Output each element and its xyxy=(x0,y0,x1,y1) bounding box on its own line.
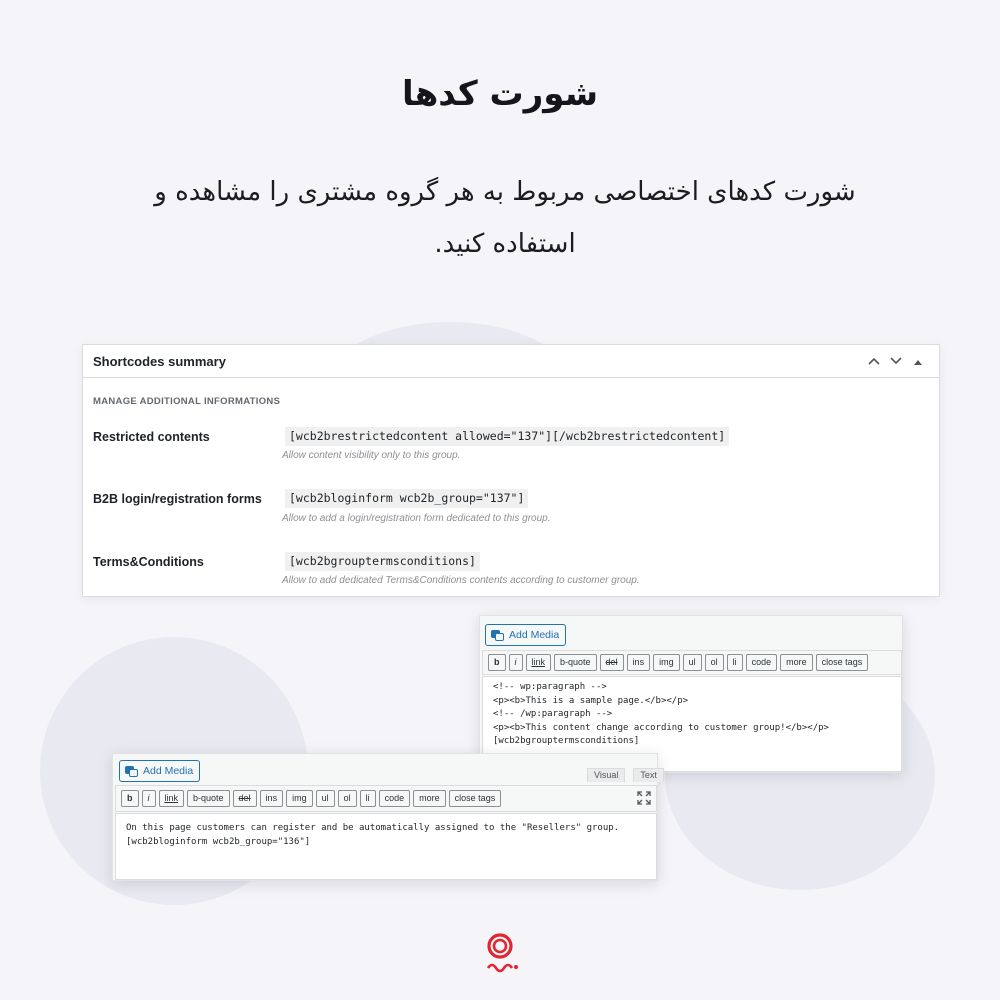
fullscreen-icon[interactable] xyxy=(637,791,651,805)
row-label: B2B login/registration forms xyxy=(93,492,262,506)
row-label: Terms&Conditions xyxy=(93,555,204,569)
caret-up-icon[interactable] xyxy=(907,354,929,368)
media-icon xyxy=(491,630,504,641)
bold-button[interactable]: b xyxy=(121,790,139,807)
help-text: Allow to add a login/registration form dedicated to this group. xyxy=(282,513,551,524)
ul-button[interactable]: ul xyxy=(683,654,702,671)
shortcodes-summary-panel xyxy=(82,344,940,597)
del-button[interactable]: del xyxy=(233,790,257,807)
blockquote-button[interactable]: b-quote xyxy=(187,790,230,807)
ins-button[interactable]: ins xyxy=(260,790,284,807)
editor-textarea[interactable] xyxy=(115,813,657,880)
code-button[interactable]: code xyxy=(746,654,778,671)
shortcode-value[interactable]: [wcb2brestrictedcontent allowed="137"][/wcb2brestrictedcontent] xyxy=(285,427,729,446)
chevron-up-icon[interactable] xyxy=(863,354,885,368)
add-media-button[interactable] xyxy=(485,624,566,646)
link-button[interactable]: link xyxy=(159,790,185,807)
blockquote-button[interactable]: b-quote xyxy=(554,654,597,671)
italic-button[interactable]: i xyxy=(142,790,156,807)
code-line: On this page customers can register and be automatically assigned to the "Resellers" group. xyxy=(126,823,620,833)
ol-button[interactable]: ol xyxy=(338,790,357,807)
help-text: Allow to add dedicated Terms&Conditions contents according to customer group. xyxy=(282,575,640,586)
link-button[interactable]: link xyxy=(526,654,552,671)
ins-button[interactable]: ins xyxy=(627,654,651,671)
code-line: [wcb2bloginform wcb2b_group="136"] xyxy=(126,836,311,847)
ol-button[interactable]: ol xyxy=(705,654,724,671)
img-button[interactable]: img xyxy=(286,790,313,807)
code-line: <p><b>This is a sample page.</b></p> xyxy=(493,695,689,706)
code-button[interactable]: code xyxy=(379,790,411,807)
media-icon xyxy=(125,766,138,777)
hero-description: شورت کدهای اختصاصی مربوط به هر گروه مشتری را مشاهده و استفاده کنید. xyxy=(154,177,856,259)
tab-text[interactable]: Text xyxy=(633,768,664,782)
help-text: Allow content visibility only to this group. xyxy=(282,450,461,461)
del-button[interactable]: del xyxy=(600,654,624,671)
text-editor-page xyxy=(479,615,903,773)
shortcode-value[interactable]: [wcb2bloginform wcb2b_group="137"] xyxy=(285,489,528,508)
code-line: <p><b>This content change according to customer group!</b></p> xyxy=(493,722,829,733)
code-line: <!-- wp:paragraph --> xyxy=(493,682,607,692)
tab-visual[interactable]: Visual xyxy=(587,768,625,782)
row-label: Restricted contents xyxy=(93,430,210,444)
quicktags-toolbar xyxy=(482,650,902,675)
code-line: [wcb2bgrouptermsconditions] xyxy=(493,736,640,746)
li-button[interactable]: li xyxy=(727,654,743,671)
ul-button[interactable]: ul xyxy=(316,790,335,807)
quicktags-toolbar xyxy=(115,785,657,812)
add-media-label: Add Media xyxy=(509,629,560,641)
code-line: <!-- /wp:paragraph --> xyxy=(493,709,613,719)
add-media-label: Add Media xyxy=(143,765,194,777)
close-tags-button[interactable]: close tags xyxy=(449,790,502,807)
img-button[interactable]: img xyxy=(653,654,680,671)
shortcode-value[interactable]: [wcb2bgrouptermsconditions] xyxy=(285,552,480,571)
bold-button[interactable]: b xyxy=(488,654,506,671)
li-button[interactable]: li xyxy=(360,790,376,807)
text-editor-register xyxy=(112,753,658,881)
add-media-button[interactable] xyxy=(119,760,200,782)
hero-title: شورت کدها xyxy=(401,74,599,114)
italic-button[interactable]: i xyxy=(509,654,523,671)
editor-tabs xyxy=(587,768,664,782)
more-button[interactable]: more xyxy=(780,654,813,671)
panel-title: Shortcodes summary xyxy=(93,353,226,369)
panel-header xyxy=(83,345,939,378)
section-heading: MANAGE ADDITIONAL INFORMATIONS xyxy=(93,396,281,407)
chevron-down-icon[interactable] xyxy=(885,354,907,368)
close-tags-button[interactable]: close tags xyxy=(816,654,869,671)
more-button[interactable]: more xyxy=(413,790,446,807)
brand-logo xyxy=(468,932,532,978)
